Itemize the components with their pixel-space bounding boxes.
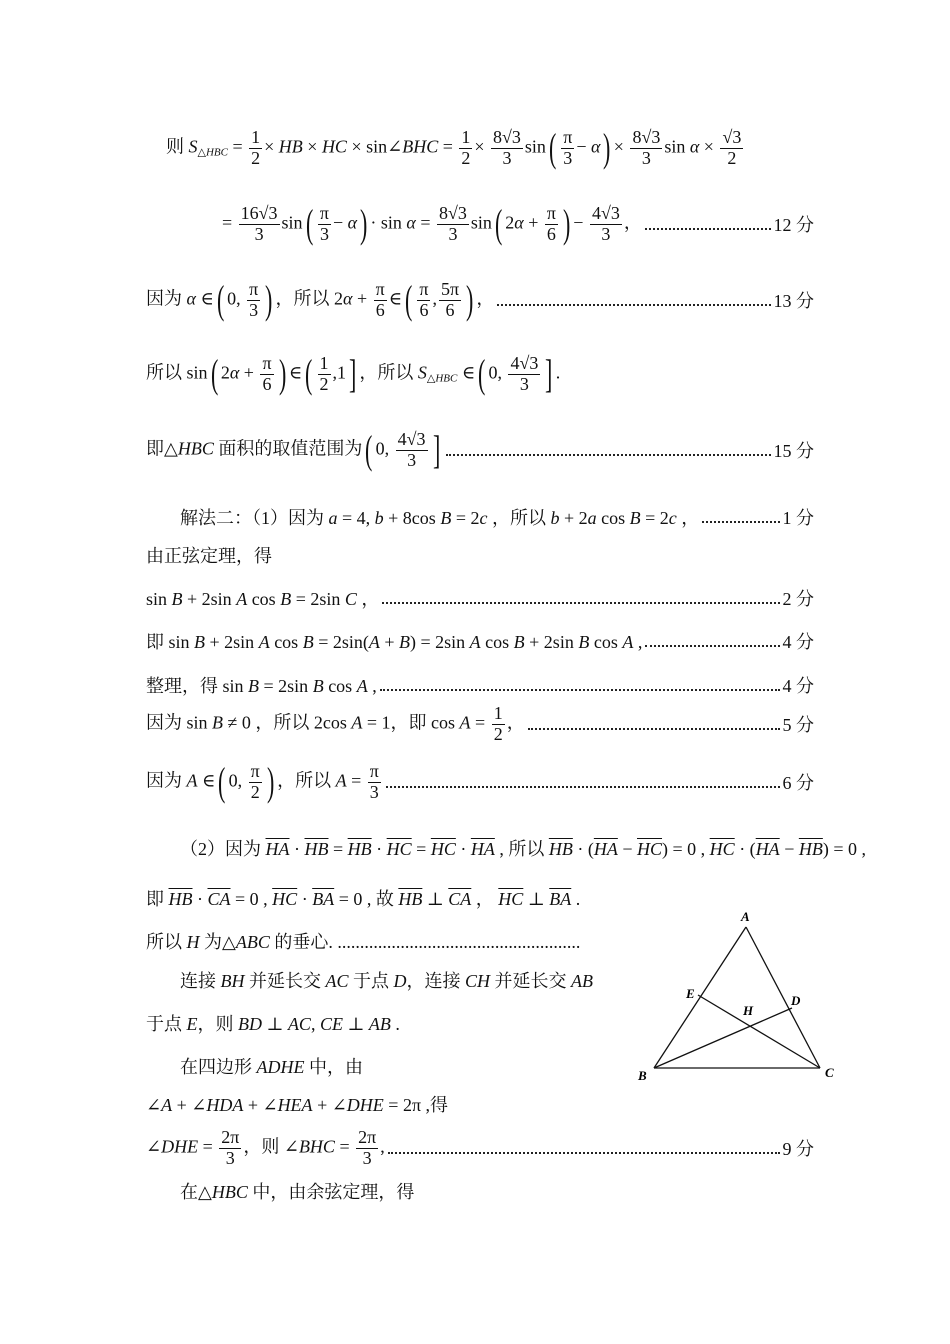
method2-line-1: 解法二：（1）因为 a = 4, b + 8cos B = 2c ，所以 b + 2a cos B = 2c ， 1 分 [180,508,814,528]
method2-line-6: 因为 sin B ≠ 0 ，所以 2cos A = 1，即 cos A = $\frac{1}{2}$ ， 5 分 [146,703,814,744]
score-15: 15 分 [773,441,814,462]
part2-line-3: 所以 H 为△ABC 的垂心. ...................................................... [146,932,581,952]
point-label-e: E [686,986,695,1001]
score-13: 13 分 [773,291,814,312]
formula-line-3: 因为 α ∈( 0, $\frac{\pi}{3}$ ) ，所以 2α + $\frac{\pi}{6}$ ∈( $\frac{\pi}{6}$ , $\frac{5\pi}{6}$ ) ， 13 分 [146,277,814,323]
part2-line-7: ∠A + ∠HDA + ∠HEA + ∠DHE = 2π ,得 [146,1095,449,1115]
method2-line-4: 即 sin B + 2sin A cos B = 2sin(A + B) = 2sin A cos B + 2sin B cos A , 4 分 [146,632,814,652]
method2-line-7: 因为 A ∈( 0, $\frac{\pi}{2}$ ) ，所以 A = $\frac{\pi}{3}$ 6 分 [146,759,814,805]
part2-line-5: 于点 E，则 BD ⊥ AC, CE ⊥ AB . [146,1014,400,1034]
point-label-d: D [791,993,801,1008]
method2-line-3: sin B + 2sin A cos B = 2sin C ， 2 分 [146,589,814,609]
part2-line-2: 即 $\overline{HB} \cdot \overline{CA} = 0$ , $\overline{HC} \cdot \overline{BA} = 0$ , 故 $\overline{HB}$ ⊥ $\overline{CA}$ ， $\overline{HC}$ ⊥ $\overline{BA}$ . [146,889,581,909]
vertex-label-a: A [741,909,750,924]
formula-line-1: 则 $S_{\triangle HBC}$ = $\frac{1}{2}$ × HB × HC × sin∠BHC = $\frac{1}{2}$ × $\frac{8√3}{3}$ sin( $\frac{\pi}{3}$ − α) × $\frac{8√3}{3}$ sin α × $\frac{√3}{2}$ [166,125,742,171]
point-label-h: H [743,1003,754,1018]
part2-line-4: 连接 BH 并延长交 AC 于点 D，连接 CH 并延长交 AB [180,971,594,991]
vertex-label-c: C [825,1065,834,1080]
score-12: 12 分 [773,215,814,236]
vertex-label-b: B [638,1068,647,1083]
part2-line-1: （2）因为 $\overline{HA} \cdot \overline{HB} = \overline{HB} \cdot \overline{HC} = \overline{HC} \cdot \overline{HA}$ , 所以 $\overline{HB} \cdot (\overline{HA} - \overline{HC}) = 0$ , $\overline{HC} \cdot (\overline{HA} - \overline{HB}) = 0$ , [180,839,866,859]
part2-line-6: 在四边形 ADHE 中，由 [180,1057,363,1077]
part2-line-9: 在△HBC 中，由余弦定理，得 [180,1182,415,1202]
formula-line-5: 即△HBC 面积的取值范围为( 0, $\frac{4√3}{3}$ ] 15 分 [146,427,814,473]
part2-line-8: ∠DHE = $\frac{2\pi}{3}$ ，则 ∠BHC = $\frac{2\pi}{3}$ , 9 分 [146,1127,814,1168]
triangle-figure [628,900,848,1090]
method2-line-2: 由正弦定理，得 [146,546,272,566]
formula-line-4: 所以 sin( 2α + $\frac{\pi}{6}$ ) ∈( $\frac{1}{2}$ ,1] ，所以 $S_{\triangle HBC}$ ∈( 0, $\frac{4√3}{3}$ ] . [146,351,561,397]
formula-line-2: = $\frac{16√3}{3}$ sin( $\frac{\pi}{3}$ − α) · sin α = $\frac{8√3}{3}$ sin( 2α + $\frac{\pi}{6}$ ) − $\frac{4√3}{3}$ ， 12 分 [222,201,814,247]
method2-line-5: 整理，得 sin B = 2sin B cos A , 4 分 [146,676,814,696]
